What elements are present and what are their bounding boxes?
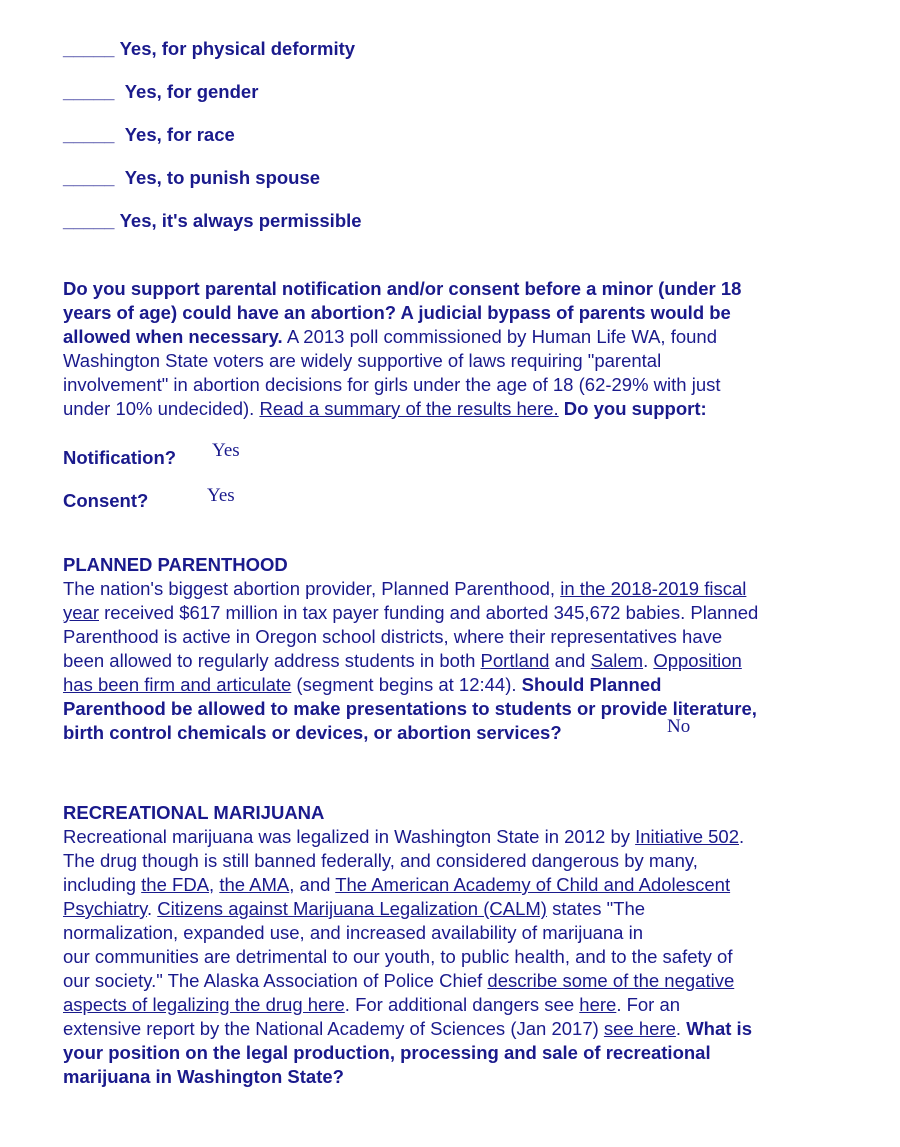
option-row [63, 166, 320, 190]
opposition-link[interactable]: Opposition [653, 650, 742, 671]
option-label: Yes, for physical deformity [119, 38, 356, 59]
support-prompt: Do you support: [558, 398, 707, 419]
mj-question-line: marijuana in Washington State? [63, 1066, 344, 1087]
option-row [63, 209, 362, 233]
answer-blank[interactable]: _____ [63, 167, 115, 188]
mj-text: . For an [616, 994, 681, 1015]
mj-text-line: our communities are detrimental to our youth, to public health, and to the safety of [63, 946, 733, 967]
portland-link[interactable]: Portland [480, 650, 550, 671]
pp-text: and [549, 650, 591, 671]
option-label: Yes, it's always permissible [119, 210, 362, 231]
police-chief-link[interactable]: describe some of the negative [487, 970, 735, 991]
answer-blank[interactable]: _____ [63, 38, 115, 59]
mj-text: . [146, 898, 158, 919]
mj-text: . [675, 1018, 687, 1039]
ama-link[interactable]: the AMA [219, 874, 290, 895]
option-label: Yes, for gender [124, 81, 259, 102]
parental-question-line: Do you support parental notification and/or consent before a minor (under 18 [63, 278, 742, 299]
mj-text: including [63, 874, 142, 895]
pp-text-line [63, 601, 758, 625]
option-row [63, 37, 355, 61]
parental-text-line [63, 397, 707, 421]
consent-label: Consent? [63, 490, 149, 511]
mj-heading: RECREATIONAL MARIJUANA [63, 802, 325, 823]
parental-text-line [63, 325, 717, 349]
notification-answer[interactable]: Yes [212, 440, 240, 461]
answer-blank[interactable]: _____ [63, 210, 115, 231]
mj-text: Recreational marijuana was legalized in Washington State in 2012 by [63, 826, 636, 847]
pp-answer[interactable]: No [667, 716, 691, 737]
fiscal-year-link[interactable]: in the 2018-2019 fiscal [560, 578, 747, 599]
pp-text-line [63, 649, 742, 673]
pp-question-line: Parenthood be allowed to make presentations to students or provide literature, [63, 698, 757, 719]
consent-answer[interactable]: Yes [207, 485, 235, 506]
mj-text: our society." The Alaska Association of Police Chief [63, 970, 488, 991]
mj-text-line: normalization, expanded use, and increased availability of marijuana in [63, 922, 644, 943]
nas-report-link[interactable]: see here [603, 1018, 676, 1039]
pp-text-line: Parenthood is active in Oregon school districts, where their representatives have [63, 626, 723, 647]
option-row [63, 80, 258, 104]
mj-text: extensive report by the National Academy of Sciences (Jan 2017) [63, 1018, 604, 1039]
aacap-link[interactable]: The American Academy of Child and Adolescent [335, 874, 731, 895]
pp-heading: PLANNED PARENTHOOD [63, 554, 288, 575]
mj-text-line [63, 825, 744, 849]
parental-text-line: Washington State voters are widely supportive of laws requiring "parental [63, 350, 662, 371]
aacap-link-cont[interactable]: Psychiatry [63, 898, 147, 919]
poll-summary-link[interactable]: Read a summary of the results here. [259, 398, 559, 419]
mj-text-line [63, 993, 680, 1017]
answer-blank[interactable]: _____ [63, 81, 115, 102]
initiative-502-link[interactable]: Initiative 502 [635, 826, 739, 847]
parental-text-line: involvement" in abortion decisions for girls under the age of 18 (62-29% with just [63, 374, 721, 395]
mj-text-line [63, 873, 730, 897]
option-label: Yes, to punish spouse [124, 167, 321, 188]
parental-question-line: years of age) could have an abortion? A judicial bypass of parents would be [63, 302, 731, 323]
salem-link[interactable]: Salem [590, 650, 644, 671]
pp-text: received $617 million in tax payer funding and aborted 345,672 babies. Planned [99, 602, 759, 623]
mj-question-line: your position on the legal production, processing and sale of recreational [63, 1042, 711, 1063]
mj-text-line: The drug though is still banned federally, and considered dangerous by many, [63, 850, 698, 871]
fda-link[interactable]: the FDA [141, 874, 210, 895]
pp-text: (segment begins at 12:44). [291, 674, 522, 695]
mj-text-line [63, 969, 734, 993]
pp-text: . [643, 650, 654, 671]
pp-text-line [63, 577, 746, 601]
mj-text: , [209, 874, 220, 895]
opposition-link-cont[interactable]: has been firm and articulate [63, 674, 292, 695]
pp-text: been allowed to regularly address students in both [63, 650, 481, 671]
notification-label: Notification? [63, 447, 177, 468]
pp-question: Should Planned [521, 674, 662, 695]
option-label: Yes, for race [124, 124, 235, 145]
mj-text: . For additional dangers see [344, 994, 580, 1015]
dangers-here-link[interactable]: here [579, 994, 617, 1015]
mj-question: What is [686, 1018, 752, 1039]
parental-text: under 10% undecided). [63, 398, 260, 419]
answer-blank[interactable]: _____ [63, 124, 115, 145]
mj-text-line [63, 1017, 752, 1041]
pp-text-line [63, 673, 661, 697]
pp-question-line: birth control chemicals or devices, or abortion services? [63, 722, 562, 743]
mj-text: states "The [546, 898, 646, 919]
mj-text-line [63, 897, 645, 921]
calm-link[interactable]: Citizens against Marijuana Legalization (CALM) [157, 898, 547, 919]
parental-text: A 2013 poll commissioned by Human Life WA, found [282, 326, 718, 347]
option-row [63, 123, 235, 147]
fiscal-year-link-cont[interactable]: year [63, 602, 99, 623]
police-chief-link-cont[interactable]: aspects of legalizing the drug here [63, 994, 345, 1015]
pp-text: The nation's biggest abortion provider, Planned Parenthood, [63, 578, 561, 599]
parental-question-end: allowed when necessary. [63, 326, 283, 347]
mj-text: , and [289, 874, 336, 895]
mj-text: . [739, 826, 745, 847]
